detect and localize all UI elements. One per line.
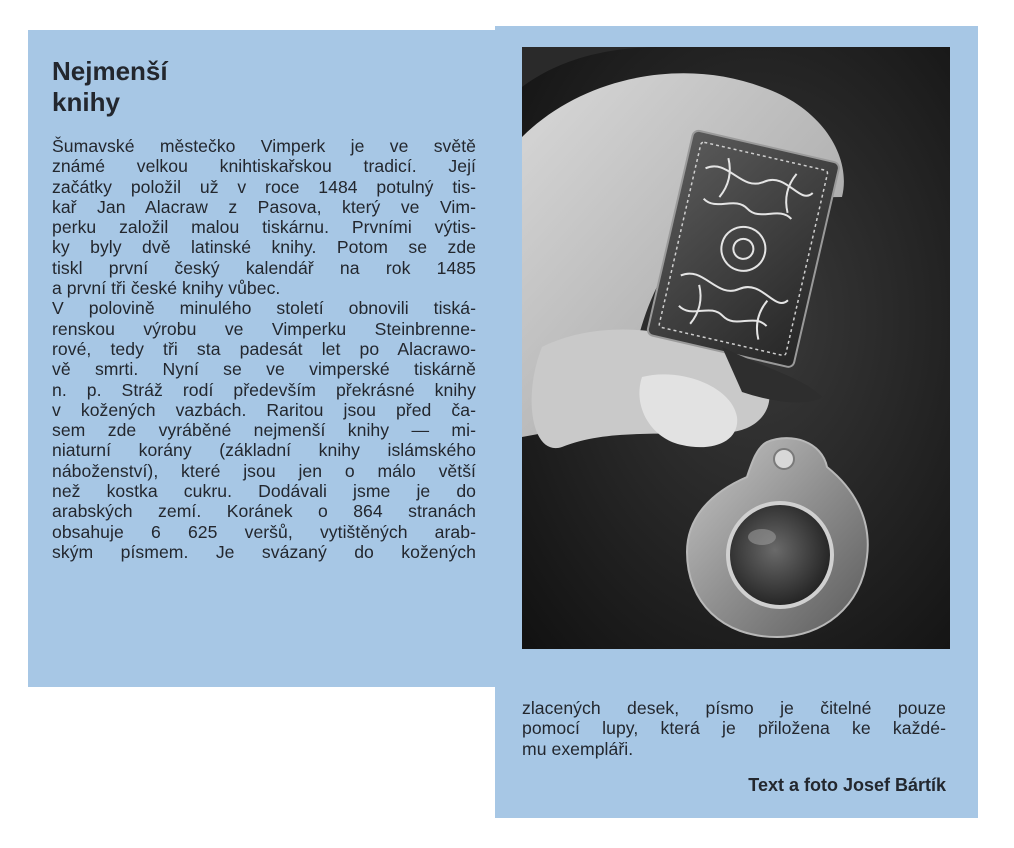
text-line: než kostka cukru. Dodávali jsme je do — [52, 481, 476, 502]
text-line: náboženství), které jsou jen o málo větší — [52, 460, 476, 481]
text-line: perku založil malou tiskárnu. Prvními výtis- — [52, 217, 476, 238]
text-line: n. p. Stráž rodí především překrásné knihy — [52, 379, 476, 400]
text-line: obsahuje 6 625 veršů, vytištěných arab- — [52, 521, 476, 542]
text-line: vě smrti. Nyní se ve vimperské tiskárně — [52, 359, 476, 380]
text-line: sem zde vyráběné nejmenší knihy — mi- — [52, 420, 476, 441]
right-column-text — [522, 698, 946, 759]
text-line: zlacených desek, písmo je čitelné pouze — [522, 698, 946, 718]
text-line: a první tři české knihy vůbec. — [52, 278, 281, 299]
text-line: niaturní korány (základní knihy islámského — [52, 440, 476, 461]
article-photo — [522, 47, 950, 649]
text-line: ky byly dvě latinské knihy. Potom se zde — [52, 237, 476, 258]
title-line: Nejmenší — [52, 56, 168, 86]
text-line: kař Jan Alacraw z Pasova, který ve Vim- — [52, 196, 476, 217]
text-line: V polovině minulého století obnovili tiská- — [52, 298, 476, 319]
text-line: renskou výrobu ve Vimperku Steinbrenne- — [52, 318, 476, 339]
text-line: tiskl první český kalendář na rok 1485 — [52, 257, 476, 278]
text-line: ským písmem. Je svázaný do kožených — [52, 541, 476, 562]
photo-illustration — [522, 47, 950, 649]
author-credit: Text a foto Josef Bártík — [748, 775, 946, 795]
text-line: arabských zemí. Koránek o 864 stranách — [52, 501, 476, 522]
text-line: známé velkou knihtiskařskou tradicí. Její — [52, 156, 476, 177]
text-line: v kožených vazbách. Raritou jsou před ča- — [52, 399, 476, 420]
article-title — [52, 56, 352, 118]
text-line: pomocí lupy, která je přiložena ke každé- — [522, 718, 946, 739]
left-column-text — [52, 136, 476, 562]
text-line: začátky položil už v roce 1484 potulný tis- — [52, 176, 476, 197]
text-line: Šumavské městečko Vimperk je ve světě — [52, 136, 476, 156]
text-line: mu exempláři. — [522, 738, 634, 759]
text-line: rové, tedy tři sta padesát let po Alacrawo- — [52, 338, 476, 359]
title-line: knihy — [52, 87, 120, 117]
